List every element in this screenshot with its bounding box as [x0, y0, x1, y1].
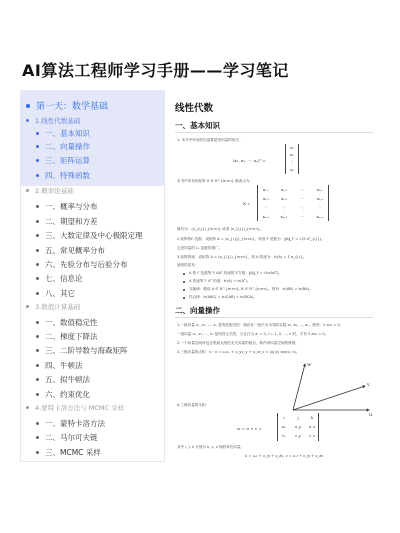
text-line: 它是向量的 L₂ 范数的推广。	[177, 246, 223, 250]
toc-subsection[interactable]	[36, 128, 90, 139]
bullet-icon	[36, 292, 39, 295]
toc-label: 四、特殊函数	[45, 171, 90, 180]
toc-section[interactable]	[26, 302, 80, 311]
text-line: 3.矩阵的迹：设矩阵 A = (a_{i,j})_{m×n}，则 A 的迹为：tr(A) = Σ a_{i,i}。	[177, 255, 307, 259]
bullet-icon	[26, 104, 30, 108]
matrix-entry: ⋮	[282, 205, 286, 210]
toc-subsection[interactable]	[36, 288, 75, 299]
toc-subsection[interactable]	[36, 331, 98, 342]
bullet-icon	[36, 335, 39, 338]
vector-entry: x₁	[290, 145, 294, 150]
matrix-entry: ⋯	[300, 187, 304, 192]
bullet-icon	[26, 119, 29, 122]
text-line: 1.一组向量 v₁, v₂, ..., vₙ 是线性相关的：指存在一组不全为零的实数 a₁, a₂, ..., aₙ，使得：Σ aᵢvᵢ = 0。	[177, 323, 344, 327]
toc-label: 五、常见概率分布	[45, 246, 105, 255]
bullet-icon	[26, 406, 29, 409]
matrix-entry: xₘ,₁	[262, 214, 270, 219]
text-line: 1. 本书中所有的向量都是列向量的形式：	[177, 138, 243, 142]
bullet-icon	[36, 263, 39, 266]
vector-definition-label: (x₁, x₂, ⋯, xₙ)ᵀ =	[233, 158, 266, 163]
bullet-icon	[36, 378, 39, 381]
matrix-entry: ⋯	[300, 196, 304, 201]
vector-v-arrow	[293, 386, 365, 410]
vector-w-label: w	[307, 362, 312, 368]
text-line: 迹的性质有：	[177, 263, 199, 267]
matrix-entry: ⋯	[300, 214, 304, 219]
document-content	[165, 90, 383, 462]
matrix-entry: xₘ,₂	[280, 214, 288, 219]
vector-entry: ⋮	[290, 160, 294, 165]
toc-label: 五、拟牛顿法	[45, 375, 90, 384]
bullet-icon	[36, 321, 39, 324]
toc-label: 2.概率论基础	[35, 187, 74, 195]
toc-label: 七、信息论	[45, 274, 83, 283]
text-line: 简写为：(x_{i,j})_{m×n} 或者 (x_{i,j})_{m×n}。	[177, 227, 264, 231]
toc-label: 三、大数定律及中心极限定理	[45, 231, 143, 240]
determinant-entry: i	[283, 415, 285, 420]
toc-subsection[interactable]	[36, 374, 90, 385]
vector-w-arrow	[293, 364, 305, 410]
toc-subsection[interactable]	[36, 216, 98, 227]
toc-label: 六、先验分布与后验分布	[45, 260, 128, 269]
bullet-icon	[36, 220, 39, 223]
text-line: 3.三维向量的点积：u · v = uₓvₓ + u_yv_y + u_zv_z = |u||v| cos(u, v)。	[177, 350, 300, 354]
bullet-icon	[36, 277, 39, 280]
vector-v-label: v	[367, 382, 370, 388]
toc-label: 二、梯度下降法	[45, 332, 98, 341]
text-line: 一组向量 v₁, v₂, ..., vₙ 是线性无关的，当且仅当 aᵢ = 0, i = 1, 2, ..., n 时，才有 Σ aᵢvᵢ = 0。	[177, 332, 329, 336]
matrix-entry: x₁,₁	[262, 187, 270, 192]
determinant-entry: u_y	[294, 424, 302, 429]
toc-label: 一、蒙特卡洛方法	[45, 419, 105, 428]
determinant-entry: u_z	[308, 424, 315, 429]
toc-subsection[interactable]	[36, 432, 98, 443]
toc-section[interactable]	[26, 116, 80, 125]
text-line: 2.矩阵的F-范数：设矩阵 A = (a_{i,j})_{m×n}，则其 F 范数为：‖A‖_F = √(Σ a²_{i,j})。	[177, 237, 325, 241]
bullet-icon	[36, 159, 39, 162]
bullet-dot	[183, 289, 185, 291]
toc-label: 4.蒙特卡洛方法与 MCMC 采样	[35, 404, 125, 412]
text-line: u = uₓi + u_yj + u_zk, v = vₓi + v_yj + v_zk	[245, 454, 324, 458]
matrix-entry: x₂,ₙ	[316, 196, 324, 201]
vector-entry: x₂	[290, 153, 294, 158]
determinant-entry: vₓ	[282, 434, 286, 439]
toc-section[interactable]	[26, 186, 74, 195]
matrix-x	[257, 185, 329, 221]
toc-subsection[interactable]	[36, 389, 90, 400]
bullet-icon	[36, 349, 39, 352]
toc-subsection[interactable]	[36, 155, 90, 166]
matrix-entry: ⋮	[318, 205, 322, 210]
column-vector	[285, 144, 299, 174]
toc-label: 三、MCMC 采样	[45, 448, 101, 457]
toc-subsection[interactable]	[36, 317, 98, 328]
bullet-icon	[36, 145, 39, 148]
bullet-text: A 的 F 范数等于 AAᵀ 的迹的平方根：‖A‖_F = √tr(AAᵀ)。	[189, 271, 282, 275]
determinant-entry: uₓ	[282, 424, 286, 429]
toc-subsection[interactable]	[36, 245, 105, 256]
bullet-icon	[36, 451, 39, 454]
toc-subsection[interactable]	[36, 360, 83, 371]
determinant-entry: j	[297, 415, 299, 420]
toc-subsection[interactable]	[36, 230, 143, 241]
toc-label: 一、数值稳定性	[45, 318, 98, 327]
text-line: 本书中所有的矩阵 X ∈ ℝ^{m×n} 都表示为：	[177, 179, 254, 183]
toc-subsection[interactable]	[36, 201, 98, 212]
matrix-entry: x₂,₁	[262, 196, 270, 201]
bullet-icon	[36, 174, 39, 177]
toc-label: 二、马尔可夫链	[45, 433, 98, 442]
bullet-text: 结合律：tr(ABC) = tr(CAB) = tr(BCA)。	[189, 295, 257, 299]
vector-entry: xₙ	[290, 168, 294, 173]
toc-label: 二、期望和方差	[45, 217, 98, 226]
bullet-icon	[36, 234, 39, 237]
text-line: 其中 i, j, k 分别为 x, y, z 轴的单位向量。	[177, 445, 245, 449]
bullet-text: A 的迹等于 Aᵀ 的迹：tr(A) = tr(Aᵀ)。	[189, 279, 251, 283]
vector-u-label: u	[369, 412, 373, 418]
toc-subsection[interactable]	[36, 259, 128, 270]
section-basic-knowledge: 一、基本知识	[175, 121, 220, 130]
section-divider	[175, 132, 373, 133]
bullet-dot	[183, 297, 185, 299]
determinant-entry: k	[310, 415, 314, 420]
bullet-icon	[26, 189, 29, 192]
matrix-entry: x₁,₂	[280, 187, 288, 192]
determinant-entry: v_y	[295, 434, 301, 439]
determinant-entry: v_z	[309, 434, 315, 439]
bullet-text: 交换律：假设 A ∈ ℝ^{m×n}, B ∈ ℝ^{n×m}，则有：tr(AB) = tr(BA)。	[189, 287, 313, 291]
matrix-entry: x₂,₂	[280, 196, 288, 201]
toc-section[interactable]	[26, 403, 124, 412]
bullet-icon	[36, 249, 39, 252]
bullet-icon	[36, 132, 39, 135]
vector-diagram	[285, 356, 377, 418]
toc-label: 六、约束优化	[45, 390, 90, 399]
toc-label: 第一天：数学基础	[36, 102, 109, 112]
toc-label: 3.数值计算基础	[35, 303, 81, 311]
text-line: 2.一个向量空间所包含的最大线性无关向量的数目，称作该向量空间的维数。	[177, 341, 300, 345]
cross-determinant	[277, 413, 319, 441]
matrix-entry: x₁,ₙ	[316, 187, 324, 192]
bullet-icon	[36, 205, 39, 208]
toc-label: 一、基本知识	[45, 129, 90, 138]
toc-label: 三、矩阵运算	[45, 156, 90, 165]
toc-label: 二、向量操作	[45, 142, 90, 151]
bullet-icon	[36, 436, 39, 439]
toc-label: 八、其它	[45, 289, 75, 298]
toc-subsection[interactable]	[36, 170, 90, 181]
bullet-dot	[183, 281, 185, 283]
bullet-dot	[183, 273, 185, 275]
content-heading: 线性代数	[175, 103, 214, 114]
matrix-entry: xₘ,ₙ	[316, 214, 324, 219]
page-title: AI算法工程师学习手册——学习笔记	[22, 61, 289, 80]
section-vector-operations: 二、向量操作	[175, 306, 220, 315]
toc-chapter[interactable]	[26, 99, 108, 112]
bullet-icon	[36, 422, 39, 425]
matrix-entry: ⋮	[264, 205, 268, 210]
toc-subsection[interactable]	[36, 273, 83, 284]
section-divider	[175, 317, 373, 318]
matrix-definition-label: X =	[243, 201, 251, 206]
matrix-entry: ⋱	[300, 205, 304, 210]
cross-product-label: w = u × v =	[237, 426, 262, 431]
bullet-icon	[26, 305, 29, 308]
bullet-icon	[36, 393, 39, 396]
toc-label: 四、牛顿法	[45, 361, 83, 370]
toc-label: 一、概率与分布	[45, 202, 98, 211]
bullet-icon	[36, 364, 39, 367]
toc-subsection[interactable]	[36, 447, 101, 458]
toc-subsection[interactable]	[36, 141, 90, 152]
text-line: 4.三维向量的叉积：	[177, 403, 210, 407]
toc-label: 三、二阶导数与海森矩阵	[45, 346, 128, 355]
toc-subsection[interactable]	[36, 418, 105, 429]
toc-subsection[interactable]	[36, 345, 128, 356]
toc-label: 1.线性代数基础	[35, 117, 81, 125]
